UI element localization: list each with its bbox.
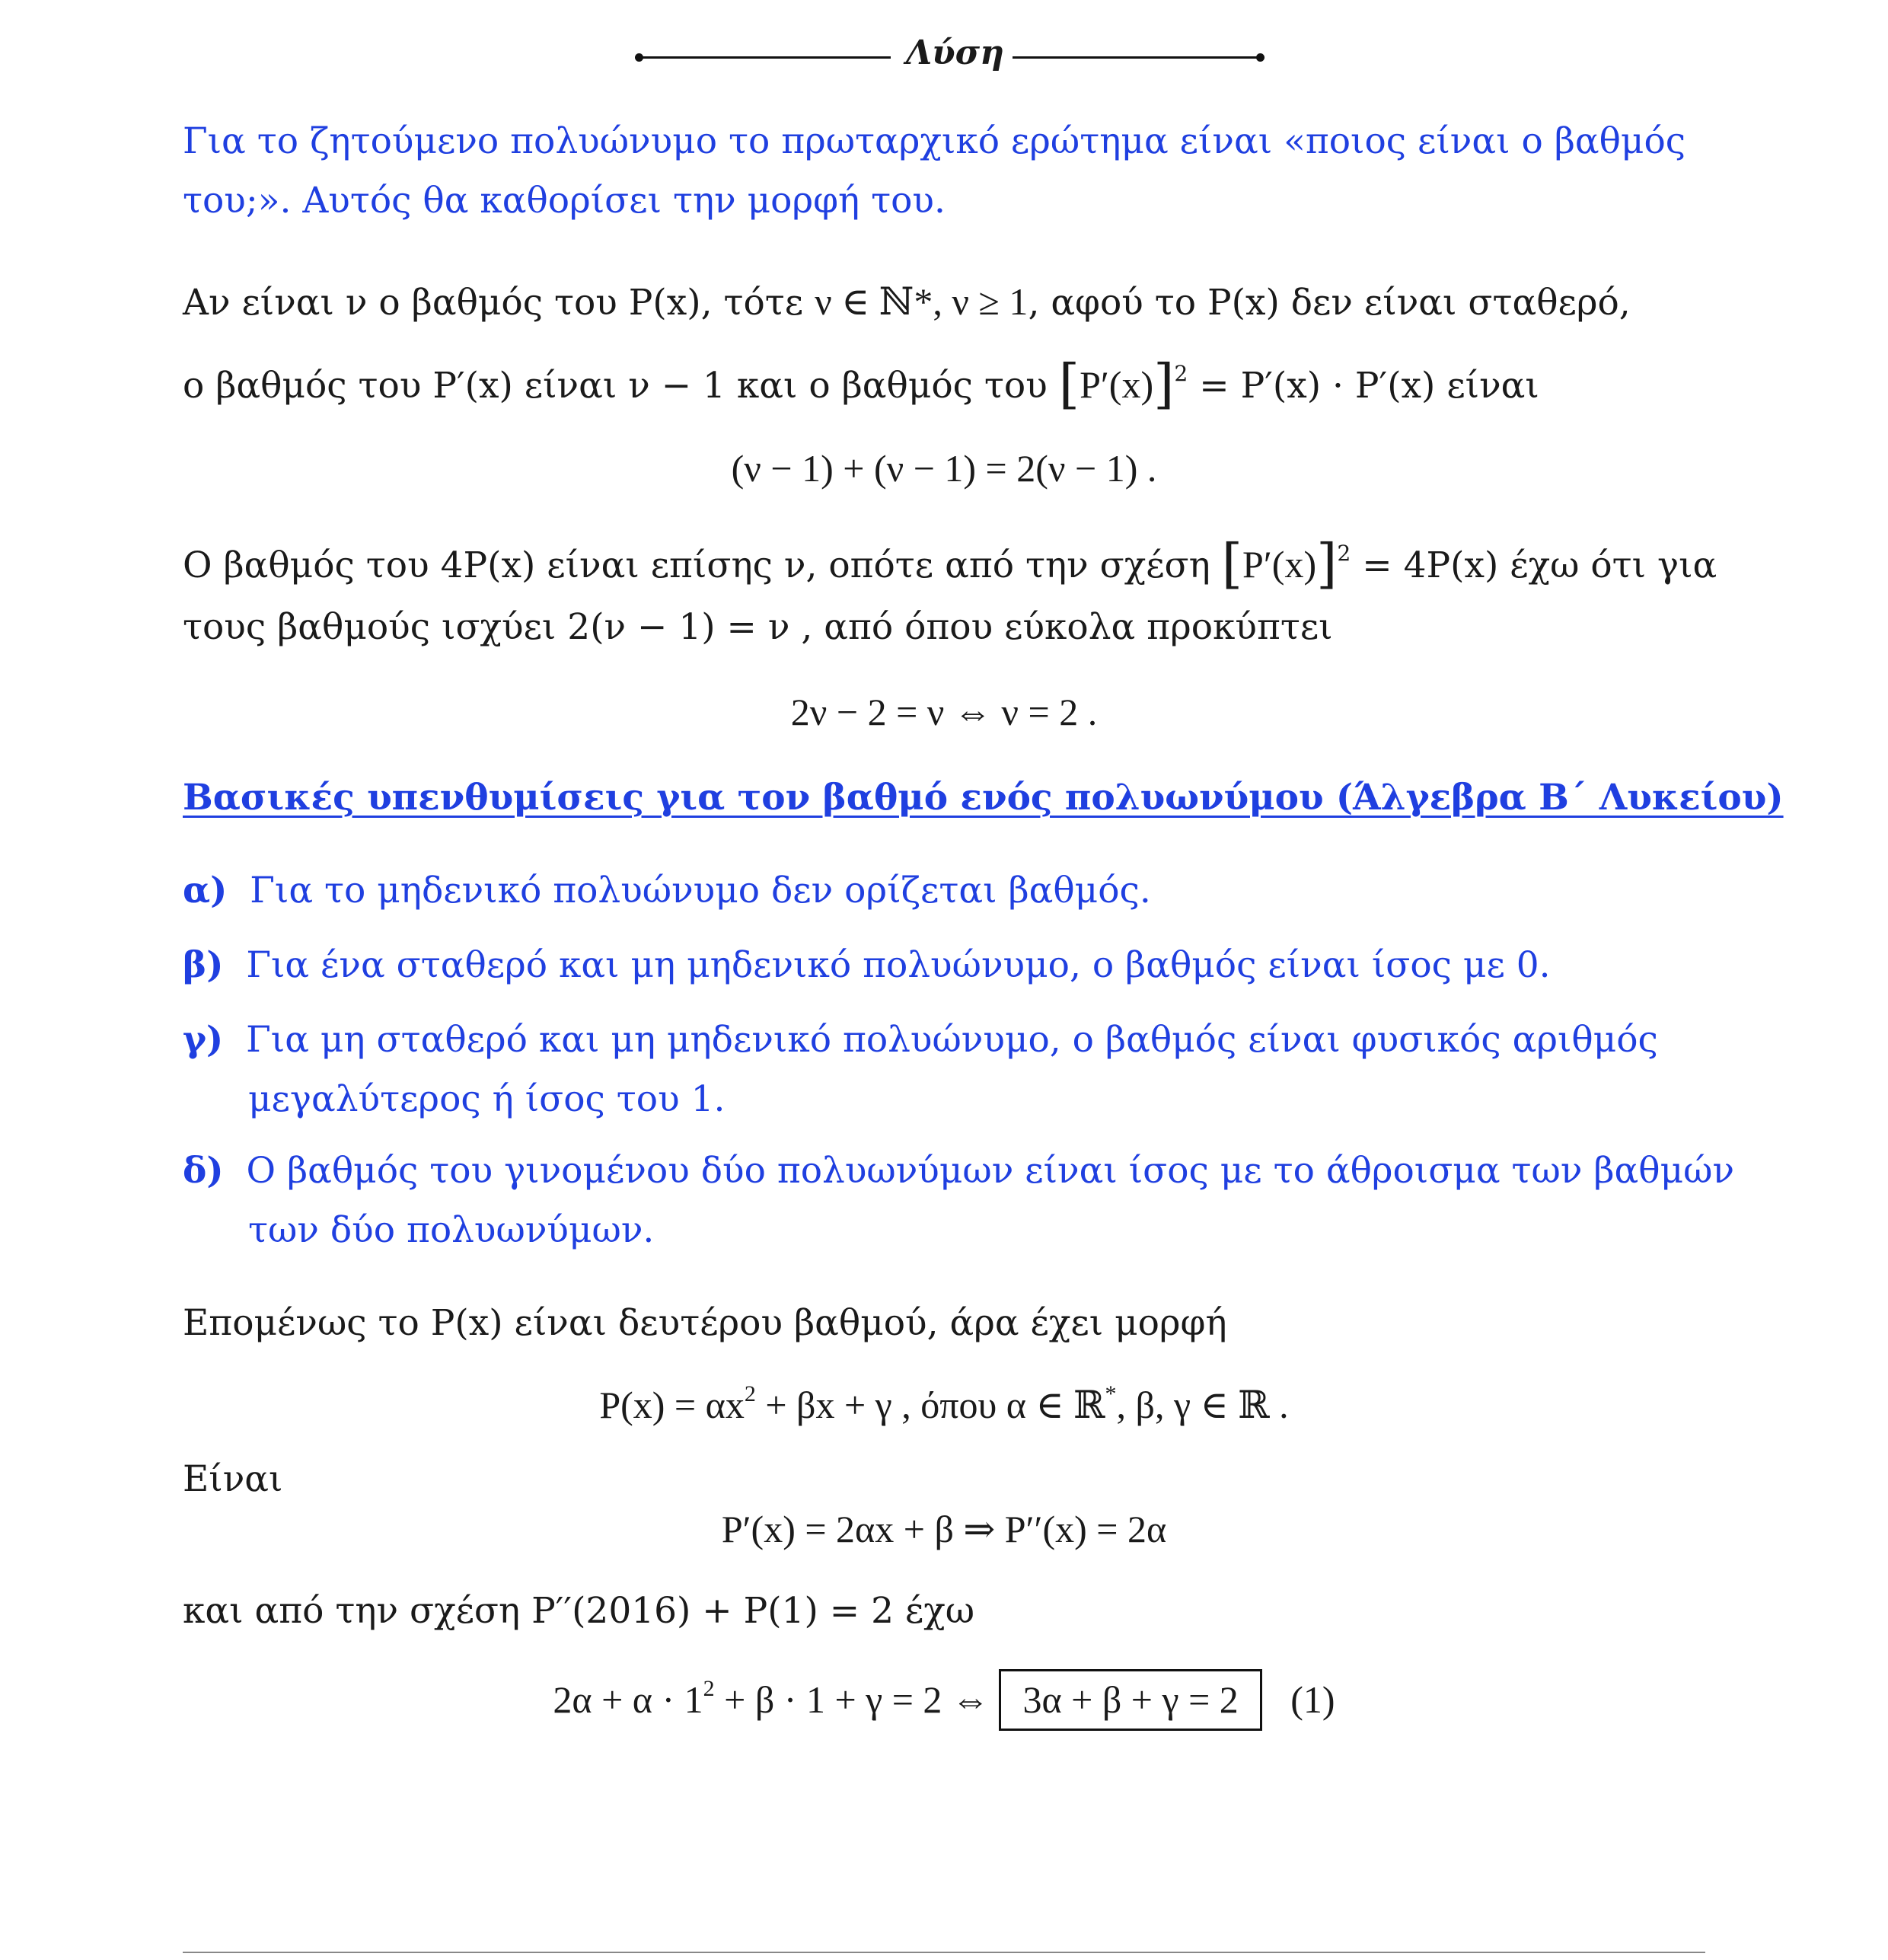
bracket-left: [ bbox=[1058, 353, 1080, 415]
intro-line-2: του;». Αυτός θα καθορίσει την μορφή του. bbox=[183, 180, 946, 222]
p1-line-2: ο βαθμός του P′(x) είναι ν − 1 και ο βαθμός του $[P'(x)]^2 = P'(x) \cdot P'(x)$ είναι bbox=[183, 353, 1539, 415]
equation-final: $2\alpha + \alpha \cdot 1^2 + \beta \cdot 1 + \gamma = 2$ ⇔ 3α + β + γ = 2 (1) bbox=[0, 1669, 1888, 1731]
reminder-item-c: γ) Για μη σταθερό και μη μηδενικό πολυώνυμο, ο βαθμός είναι φυσικός αριθμός bbox=[183, 1019, 1658, 1061]
reminder-item-d: δ) Ο βαθμός του γινομένου δύο πολυωνύμων είναι ίσος με το άθροισμα των βαθμών bbox=[183, 1150, 1735, 1192]
reminder-item-a: α) Για το μηδενικό πολυώνυμο δεν ορίζεται βαθμός. bbox=[183, 870, 1151, 911]
p2-line-1: Ο βαθμός του 4P(x) είναι επίσης ν, οπότε από την σχέση $[P'(x)]^2 = 4P(x)$ έχω ότι για bbox=[183, 532, 1717, 595]
reminder-item-c-cont: μεγαλύτερος ή ίσος του 1. bbox=[248, 1078, 726, 1120]
header-left-rule bbox=[639, 56, 891, 59]
p1-line-1: Αν είναι ν ο βαθμός του P(x), τότε ν ∈ ℕ*, ν ≥ 1, αφού το P(x) δεν είναι σταθερό, bbox=[183, 280, 1631, 324]
p4-line-1: Είναι bbox=[183, 1458, 283, 1500]
header-right-rule bbox=[1013, 56, 1260, 59]
p1-math-n-domain: ν ∈ ℕ*, ν ≥ 1 bbox=[815, 280, 1029, 323]
p3-line-1: Επομένως το P(x) είναι δευτέρου βαθμού, άρα έχει μορφή bbox=[183, 1302, 1227, 1344]
reminder-item-d-cont: των δύο πολυωνύμων. bbox=[248, 1209, 655, 1251]
page-bottom-rule bbox=[183, 1952, 1705, 1953]
reminders-heading: Βασικές υπενθυμίσεις για τον βαθμό ενός πολυωνύμου (Άλγεβρα Β΄ Λυκείου) bbox=[183, 777, 1784, 819]
p2-line-2: τους βαθμούς ισχύει 2(ν − 1) = ν , από όπου εύκολα προκύπτει bbox=[183, 606, 1333, 648]
section-title: Λύση bbox=[906, 34, 1005, 72]
p4-line-2: και από την σχέση P′′(2016) + P(1) = 2 έχω bbox=[183, 1590, 975, 1632]
reminder-item-b: β) Για ένα σταθερό και μη μηδενικό πολυώνυμο, ο βαθμός είναι ίσος με 0. bbox=[183, 944, 1551, 986]
bracket-right: ] bbox=[1153, 353, 1175, 415]
equation-degree-sum: (ν − 1) + (ν − 1) = 2(ν − 1) . bbox=[731, 447, 1157, 490]
header-right-dot bbox=[1256, 53, 1265, 62]
equation-polynomial-form: $P(x) = \alpha x^2 + \beta x + \gamma$ , όπου α ∈ ℝ*, β, γ ∈ ℝ . bbox=[599, 1381, 1289, 1426]
boxed-result: 3α + β + γ = 2 bbox=[999, 1669, 1261, 1731]
equation-degree-solve: 2ν − 2 = ν ⇔ ν = 2 . bbox=[790, 691, 1098, 733]
equation-derivatives: P′(x) = 2αx + β ⇒ P′′(x) = 2α bbox=[721, 1508, 1167, 1550]
square-exponent: 2 bbox=[1174, 361, 1188, 386]
intro-line-1: Για το ζητούμενο πολυώνυμο το πρωταρχικό ερώτημα είναι «ποιος είναι ο βαθμός bbox=[183, 120, 1686, 162]
equation-tag: (1) bbox=[1290, 1678, 1335, 1721]
